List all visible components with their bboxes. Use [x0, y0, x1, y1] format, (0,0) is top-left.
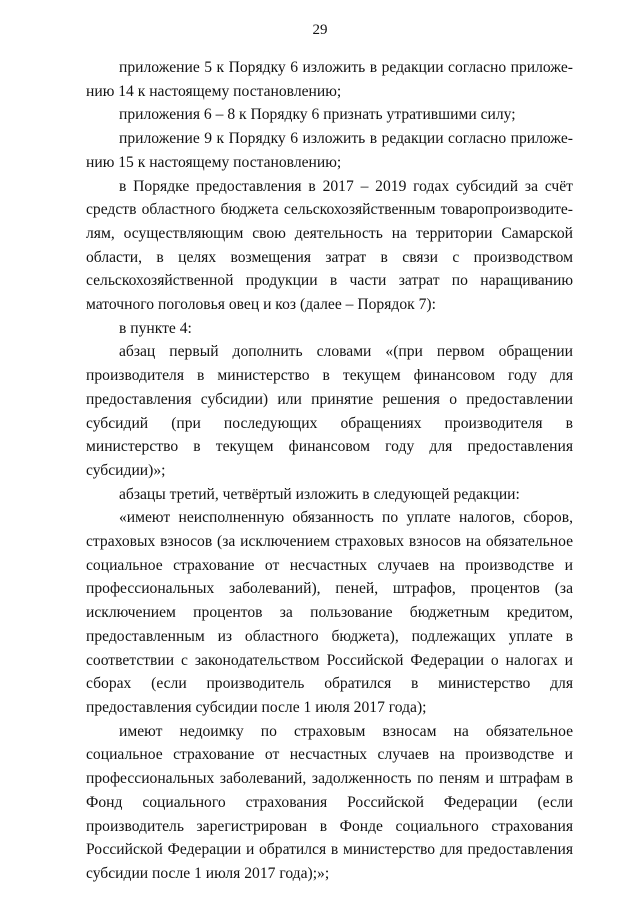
- paragraph: в пункте 4:: [119, 319, 192, 337]
- paragraph: абзацы третий, четвёртый изложить в следующей редакции:: [119, 485, 520, 503]
- paragraph: приложение 9 к Порядку 6 изложить в редакции согласно приложению 15 к настоящему постановлению;: [86, 130, 573, 171]
- page-number: 29: [312, 22, 328, 38]
- paragraph: «имеют неисполненную обязанность по уплате налогов, сборов, страховых взносов (за исключением страховых взносов на обязательное социальное страхование от несчастных случаев на производстве и профессиональных заболеваний), пеней, штрафов, процентов (за исключением процентов за пользование бюджетным кредитом, предоставленным из областного бюджета), подлежащих уплате в соответствии с законодательством Российской Федерации о налогах и сборах (если производитель обратился в министерство для предоставления субсидии после 1 июля 2017 года);: [86, 509, 573, 716]
- paragraph: приложения 6 – 8 к Порядку 6 признать утратившими силу;: [119, 106, 516, 124]
- document-body: [86, 56, 573, 886]
- paragraph: абзац первый дополнить словами «(при первом обращении производителя в министерство в текущем финансовом году для предоставления субсидии) или принятие решения о предоставлении субсидий (при последующих обращениях производителя в министерство в текущем финансовом году для предоставления субсидии)»;: [86, 343, 573, 479]
- paragraph: приложение 5 к Порядку 6 изложить в редакции согласно приложению 14 к настоящему постановлению;: [86, 59, 573, 100]
- paragraph: имеют недоимку по страховым взносам на обязательное социальное страхование от несчастных случаев на производстве и профессиональных заболеваний, задолженность по пеням и штрафам в Фонд социального страхования Российской Федерации (если производитель зарегистрирован в Фонде социального страхования Российской Федерации и обратился в министерство для предоставления субсидии после 1 июля 2017 года);»;: [86, 722, 573, 882]
- paragraph: в Порядке предоставления в 2017 – 2019 годах субсидий за счёт средств областного бюджета сельскохозяйственным товаропроизводителям, осуществляющим свою деятельность на территории Самарской области, в целях возмещения затрат в связи с производством сельскохозяйственной продукции в части затрат по наращиванию маточного поголовья овец и коз (далее – Порядок 7):: [86, 177, 573, 314]
